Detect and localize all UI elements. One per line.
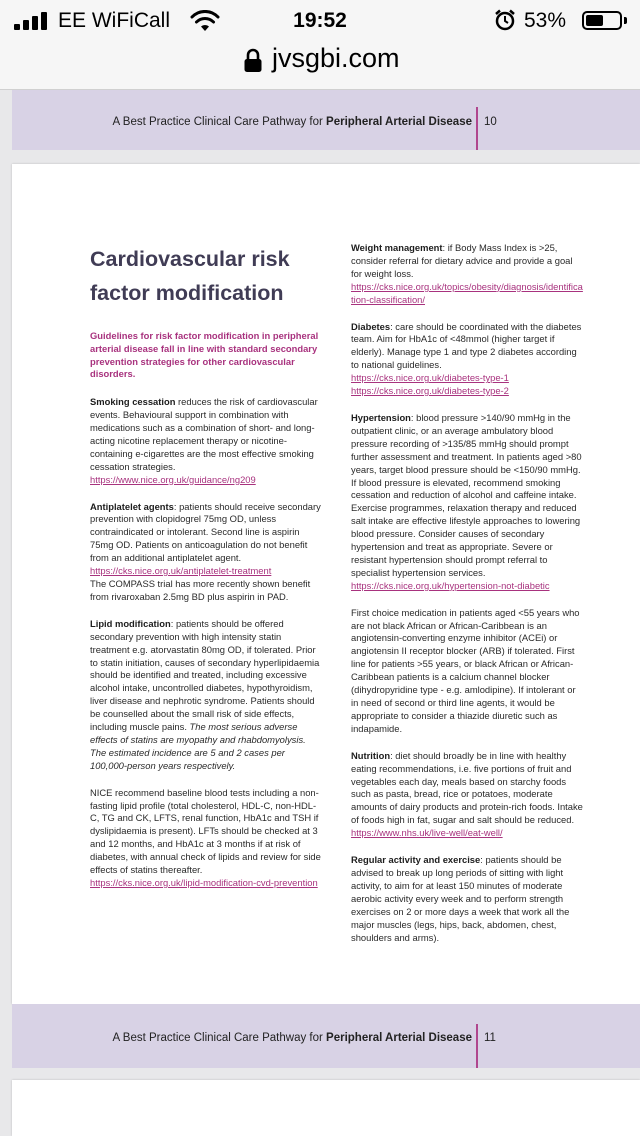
next-document-page	[12, 1080, 640, 1136]
antiplatelet-text: : patients should receive secondary prevention with clopidogrel 75mg OD, unless contraindicated or intolerant. Second line is aspirin 75mg OD. Patients on anticoagulation do not benefit from an additional antiplatelet agent.	[90, 500, 321, 564]
page-number: 10	[484, 116, 497, 128]
carrier-name: EE WiFiCall	[58, 9, 171, 32]
hypertension-section	[351, 412, 583, 593]
activity-text: : patients should be advised to break up long periods of sitting with light activity, to aim for at least 150 minutes of moderate aerobic activity every week and to perform strength exercises on 2 or more days a week that work all the major muscles (legs, hips, back, abdomen, chest, shoulders and arms).	[351, 854, 570, 943]
nutrition-text: : diet should broadly be in line with healthy eating recommendations, i.e. five portions of fruit and vegetables each day, meals based on starchy foods such as pasta, bread, rice or potatoes, moderate amounts of dairy products and protein-rich foods. Intake of foods high in fat, sugar and salt should be reduced.	[351, 749, 583, 826]
smoking-text: reduces the risk of cardiovascular events. Behavioural support in combination with medications such as a combination of short- and long-acting nicotine replacement therapy or nicotine-containing e-cigarettes are the most effective smoking cessation strategies.	[90, 396, 318, 472]
lipid-text: : patients should be offered secondary prevention with high intensity statin treatment e.g. atorvastatin 80mg OD, if tolerated. Prior to statin initiation, causes of secondary hyperlipidaemia should be identified and treated, including excessive alcohol intake, uncontrolled diabetes, hypothyroidism, liver disease and nephrotic syndrome. Patients should be counselled about the small risk of side effects, including muscle pains.	[90, 617, 320, 733]
smoking-section	[90, 396, 322, 486]
lipid-section	[90, 618, 322, 773]
footer-caption-prefix: A Best Practice Clinical Care Pathway for	[112, 116, 327, 128]
diabetes-section	[351, 321, 583, 398]
diabetes-heading: Diabetes	[351, 320, 391, 332]
eat-well-link[interactable]: https://www.nhs.uk/live-well/eat-well/	[351, 827, 503, 839]
footer-caption-bottom-prefix: A Best Practice Clinical Care Pathway for	[112, 1032, 327, 1044]
antiplatelet-section	[90, 501, 322, 604]
nice-bloods-text: NICE recommend baseline blood tests including a non-fasting lipid profile (total cholesterol, HDL-C, non-HDL-C, TG and CK, LFTS, renal function, HbA1c and TSH if dyslipidaemia is present). LFTs should be checked at 3 and 12 months, and HbA1c at 3 months if at risk of diabetes, with annual check of lipids and review for side effects of statins thereafter.	[90, 786, 321, 876]
nutrition-section	[351, 750, 583, 840]
hypertension-text: : blood pressure >140/90 mmHg in the outpatient clinic, or an average ambulatory blood pressure recording of >135/85 mmHg should prompt further assessment and treatment. In patients aged >80 years, target blood pressure should be <150/90 mmHg. If blood pressure is elevated, recommend smoking cessation and reduction of alcohol and caffeine intake. Exercise programmes, relaxation therapy and reduced salt intake are effective lifestyle approaches to lowering blood pressure. Consider causes of secondary hypertension and treat as appropriate. Severe or resistant hypertension should prompt referral to specialist hypertension services.	[351, 411, 582, 578]
footer-caption-bottom-bold: Peripheral Arterial Disease	[326, 1032, 472, 1044]
battery-fill	[586, 15, 603, 26]
footer-caption-bottom	[113, 1032, 472, 1044]
activity-heading: Regular activity and exercise	[351, 854, 481, 866]
weight-section	[351, 242, 583, 307]
lipid-heading: Lipid modification	[90, 617, 171, 629]
alarm-icon	[494, 9, 516, 31]
document-page	[12, 164, 640, 1004]
smoking-heading: Smoking cessation	[90, 396, 176, 408]
left-column	[90, 242, 322, 904]
diabetes-type-2-link[interactable]: https://cks.nice.org.uk/diabetes-type-2	[351, 385, 509, 397]
lipid-italic-text: The most serious adverse effects of statins are myopathy and rhabdomyolysis. The estimated incidence are 5 and 2 cases per 100,000-person years respectively.	[90, 721, 306, 771]
activity-section	[351, 854, 583, 944]
antiplatelet-heading: Antiplatelet agents	[90, 500, 174, 512]
smoking-link[interactable]: https://www.nice.org.uk/guidance/ng209	[90, 473, 256, 485]
clock: 19:52	[293, 9, 347, 32]
right-column	[351, 242, 583, 958]
url-text[interactable]: jvsgbi.com	[272, 43, 400, 73]
page-title: Cardiovascular risk factor modification	[90, 247, 290, 305]
footer-caption-bold: Peripheral Arterial Disease	[326, 116, 472, 128]
page-footer	[12, 1004, 640, 1068]
antiplatelet-link[interactable]: https://cks.nice.org.uk/antiplatelet-treatment	[90, 565, 272, 577]
battery-percentage: 53%	[524, 9, 567, 32]
nice-bloods-section	[90, 787, 322, 890]
address-bar[interactable]	[0, 40, 640, 90]
compass-text: The COMPASS trial has more recently shown benefit from rivaroxaban 2.5mg BD plus aspirin in PAD.	[90, 577, 311, 602]
lock-icon	[243, 48, 263, 74]
footer-divider-bottom	[476, 1024, 478, 1068]
battery-cap	[624, 17, 627, 24]
weight-text: : if Body Mass Index is >25, consider referral for dietary advice and provide a goal for weight loss.	[351, 242, 573, 279]
page-footer-previous	[12, 90, 640, 150]
hypertension-heading: Hypertension	[351, 411, 411, 423]
status-bar	[0, 0, 640, 40]
footer-caption	[113, 116, 472, 128]
lead-paragraph: Guidelines for risk factor modification in peripheral arterial disease fall in line with standard secondary prevention strategies for other cardiovascular disorders.	[90, 330, 319, 380]
first-choice-section: First choice medication in patients aged <55 years who are not black African or African-Caribbean is an angiotensin-converting enzyme inhibitor (ACEi) or angiotensin II receptor blocker (ARB) if tolerated. First line for patients >55 years, or black African or African-Caribbean patients is a calcium channel blocker (dihydropyridine type - e.g. amlodipine). If intolerant or in need of second or third line agents, it would be appropriate to consider a thiazide diuretic such as indapamide.	[351, 606, 580, 734]
weight-heading: Weight management	[351, 242, 443, 253]
diabetes-text: : care should be coordinated with the diabetes team. Aim for HbA1c of <48mmol (higher target if elderly). Manage type 1 and type 2 diabetes according to national guidelines.	[351, 320, 582, 371]
nutrition-heading: Nutrition	[351, 749, 391, 761]
footer-divider	[476, 107, 478, 150]
lipid-link[interactable]: https://cks.nice.org.uk/lipid-modification-cvd-prevention	[90, 877, 318, 888]
obesity-link[interactable]: https://cks.nice.org.uk/topics/obesity/diagnosis/identification-classification/	[351, 280, 583, 305]
hypertension-link[interactable]: https://cks.nice.org.uk/hypertension-not-diabetic	[351, 579, 550, 591]
page-number-bottom: 11	[484, 1032, 496, 1044]
diabetes-type-1-link[interactable]: https://cks.nice.org.uk/diabetes-type-1	[351, 372, 509, 384]
battery-icon	[582, 11, 622, 30]
